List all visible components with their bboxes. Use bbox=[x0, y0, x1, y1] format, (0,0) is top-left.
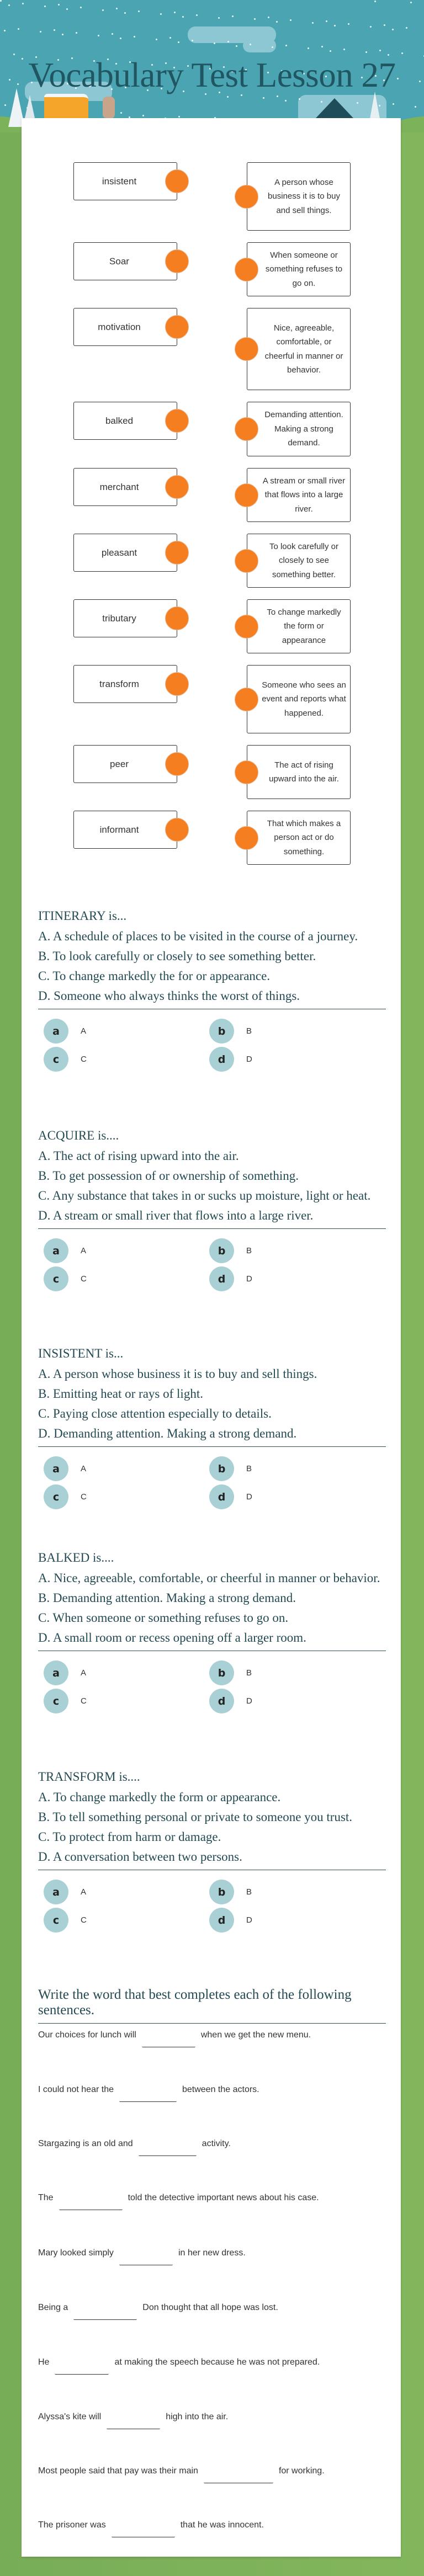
sentence-text-before: I could not hear the bbox=[38, 2085, 114, 2094]
answer-blank-input[interactable] bbox=[139, 2139, 197, 2156]
answer-choices bbox=[38, 1660, 386, 1717]
snowflake bbox=[80, 7, 82, 8]
question-option-text: A. A person whose business it is to buy and sell things. bbox=[38, 1367, 317, 1381]
sentence-text-after: when we get the new menu. bbox=[200, 2030, 311, 2040]
divider bbox=[38, 1446, 386, 1447]
match-word-box[interactable]: transform bbox=[73, 665, 177, 703]
answer-blank-input[interactable] bbox=[204, 2466, 273, 2483]
answer-choice-c[interactable] bbox=[44, 1266, 209, 1291]
snowflake bbox=[160, 13, 162, 15]
match-connector-dot[interactable] bbox=[235, 615, 258, 638]
divider bbox=[38, 2023, 386, 2024]
match-definition-box[interactable]: The act of rising upward into the air. bbox=[247, 745, 351, 799]
match-word-box[interactable]: insistent bbox=[73, 162, 177, 200]
snowflake bbox=[379, 50, 381, 51]
choice-label: A bbox=[81, 1668, 87, 1678]
answer-choice-c[interactable] bbox=[44, 1689, 209, 1713]
answer-choice-a[interactable] bbox=[44, 1019, 209, 1044]
question-option-text: A. Nice, agreeable, comfortable, or cheerful in manner or behavior. bbox=[38, 1571, 380, 1585]
choice-label: D bbox=[246, 1492, 252, 1502]
answer-blank-input[interactable] bbox=[73, 2303, 137, 2320]
snowflake bbox=[370, 26, 372, 28]
question-option-text: B. Emitting heat or rays of light. bbox=[38, 1387, 203, 1401]
snowflake bbox=[330, 50, 331, 52]
fill-in-sentence bbox=[38, 2412, 228, 2429]
answer-choice-c[interactable] bbox=[44, 1047, 209, 1072]
question-option-text: C. Any substance that takes in or sucks up moisture, light or heat. bbox=[38, 1189, 371, 1202]
question-option-text: B. Demanding attention. Making a strong demand. bbox=[38, 1591, 296, 1605]
choice-label: B bbox=[246, 1026, 252, 1036]
question-option-text: C. To change markedly the for or appearance. bbox=[38, 969, 271, 983]
answer-blank-input[interactable] bbox=[59, 2193, 123, 2210]
answer-choices bbox=[38, 1238, 386, 1295]
answer-choices bbox=[38, 1880, 386, 1936]
sentence-text-before: Stargazing is an old and bbox=[38, 2139, 133, 2148]
sentence-text-after: for working. bbox=[278, 2466, 325, 2476]
match-connector-dot[interactable] bbox=[165, 541, 189, 565]
sentence-text-after: activity. bbox=[202, 2139, 231, 2148]
snowflake bbox=[112, 33, 113, 35]
choice-label: B bbox=[246, 1246, 252, 1255]
choice-letter-bubble[interactable]: d bbox=[209, 1266, 234, 1291]
snowflake bbox=[384, 24, 385, 26]
answer-choice-c[interactable] bbox=[44, 1484, 209, 1509]
sentence-text-before: He bbox=[38, 2357, 50, 2367]
snowflake bbox=[120, 38, 121, 39]
question-option-text: D. A stream or small river that flows into a large river. bbox=[38, 1209, 314, 1222]
match-word-box[interactable]: pleasant bbox=[73, 534, 177, 572]
snowflake bbox=[138, 10, 140, 12]
snowflake bbox=[326, 20, 327, 22]
cloud-decoration bbox=[243, 39, 276, 52]
choice-letter-bubble[interactable]: a bbox=[44, 1456, 68, 1481]
snowflake bbox=[285, 45, 287, 46]
snowflake bbox=[76, 32, 77, 34]
match-connector-dot[interactable] bbox=[165, 249, 189, 273]
choice-letter-bubble[interactable]: b bbox=[209, 1660, 234, 1685]
snowflake bbox=[98, 35, 99, 36]
snowflake bbox=[268, 17, 269, 18]
question-option-text: A. A schedule of places to be visited in the course of a journey. bbox=[38, 929, 358, 943]
snowflake bbox=[192, 40, 193, 41]
match-definition-box[interactable]: A stream or small river that flows into a large river. bbox=[247, 468, 351, 522]
answer-blank-input[interactable] bbox=[112, 2520, 175, 2537]
match-definition-box[interactable]: That which makes a person act or do something. bbox=[247, 811, 351, 865]
answer-choices bbox=[38, 1456, 386, 1513]
question-option-text: C. Paying close attention especially to details. bbox=[38, 1407, 272, 1420]
snowflake bbox=[102, 9, 104, 11]
match-word-box[interactable]: Soar bbox=[73, 242, 177, 280]
question-option-text: D. Demanding attention. Making a strong demand. bbox=[38, 1427, 297, 1440]
choice-letter-bubble[interactable]: c bbox=[44, 1484, 68, 1509]
snowflake bbox=[277, 95, 278, 97]
snowflake bbox=[290, 19, 292, 21]
sentence-text-before: Mary looked simply bbox=[38, 2248, 114, 2258]
answer-choice-b[interactable] bbox=[209, 1660, 375, 1685]
choice-label: C bbox=[81, 1696, 87, 1706]
snowflake bbox=[250, 44, 251, 45]
question-option-text: A. To change markedly the form or appearance. bbox=[38, 1790, 281, 1804]
snowflake bbox=[178, 116, 180, 118]
snowflake bbox=[58, 4, 60, 6]
question-option-text: D. Someone who always thinks the worst of things. bbox=[38, 989, 300, 1003]
snowflake bbox=[142, 115, 144, 116]
snowflake bbox=[0, 0, 2, 2]
snowflake bbox=[232, 15, 234, 17]
answer-choice-d[interactable] bbox=[209, 1689, 375, 1713]
match-connector-dot[interactable] bbox=[165, 475, 189, 499]
question-option-text: B. To get possession of or ownership of something. bbox=[38, 1169, 299, 1183]
snowflake bbox=[227, 41, 229, 42]
answer-blank-input[interactable] bbox=[55, 2357, 109, 2375]
snowflake bbox=[276, 21, 278, 23]
snowflake bbox=[227, 96, 229, 98]
answer-choice-a[interactable] bbox=[44, 1660, 209, 1685]
match-definition-box[interactable]: To change markedly the form or appearance bbox=[247, 599, 351, 653]
snowflake bbox=[18, 28, 19, 30]
match-word-box[interactable]: balked bbox=[73, 402, 177, 440]
snowflake bbox=[124, 12, 126, 14]
snowflake bbox=[182, 16, 184, 18]
worksheet-card bbox=[22, 118, 401, 2557]
choice-letter-bubble[interactable]: c bbox=[44, 1908, 68, 1933]
fill-in-section bbox=[38, 1987, 386, 2024]
match-connector-dot[interactable] bbox=[235, 760, 258, 784]
snowflake bbox=[365, 51, 367, 53]
sentence-text-after: that he was innocent. bbox=[180, 2520, 264, 2530]
sentence-text-after: at making the speech because he was not prepared. bbox=[114, 2357, 320, 2367]
snowflake bbox=[116, 8, 118, 9]
choice-letter-bubble[interactable]: a bbox=[44, 1660, 68, 1685]
snowflake bbox=[393, 103, 394, 105]
choice-letter-bubble[interactable]: a bbox=[44, 1019, 68, 1044]
choice-letter-bubble[interactable]: d bbox=[209, 1484, 234, 1509]
question-option-text: C. To protect from harm or damage. bbox=[38, 1830, 221, 1844]
answer-blank-input[interactable] bbox=[107, 2412, 160, 2429]
snowflake bbox=[285, 100, 287, 102]
match-word-box[interactable]: motivation bbox=[73, 308, 177, 346]
match-connector-dot[interactable] bbox=[235, 337, 258, 361]
match-connector-dot[interactable] bbox=[165, 672, 189, 696]
snowflake bbox=[44, 6, 46, 7]
sentence-text-after: in her new dress. bbox=[178, 2248, 246, 2258]
choice-label: B bbox=[246, 1668, 252, 1678]
choice-letter-bubble[interactable]: c bbox=[44, 1047, 68, 1072]
snowflake bbox=[410, 2, 412, 3]
sentence-text-before: The bbox=[38, 2193, 54, 2202]
sentence-text-after: Don thought that all hope was lost. bbox=[142, 2303, 278, 2312]
sentence-text-after: high into the air. bbox=[166, 2412, 229, 2421]
match-connector-dot[interactable] bbox=[235, 549, 258, 573]
snowflake bbox=[196, 14, 198, 16]
sentence-text-before: Most people said that pay was their main bbox=[38, 2466, 198, 2476]
snowflake bbox=[374, 1, 376, 2]
choice-label: C bbox=[81, 1492, 87, 1502]
match-connector-dot[interactable] bbox=[165, 409, 189, 433]
snowflake bbox=[134, 36, 135, 38]
answer-choice-a[interactable] bbox=[44, 1456, 209, 1481]
answer-blank-input[interactable] bbox=[119, 2248, 173, 2265]
snowflake bbox=[62, 34, 63, 35]
choice-letter-bubble[interactable]: a bbox=[44, 1238, 68, 1263]
match-definition-box[interactable]: A person whose business it is to buy and sell things. bbox=[247, 162, 351, 231]
choice-label: D bbox=[246, 1055, 252, 1064]
snowflake bbox=[348, 23, 349, 25]
match-connector-dot[interactable] bbox=[235, 185, 258, 209]
answer-choice-d[interactable] bbox=[209, 1484, 375, 1509]
question-title: ITINERARY is... bbox=[38, 909, 127, 923]
question-block bbox=[38, 1128, 386, 1295]
choice-label: A bbox=[81, 1026, 87, 1036]
question-option-text: D. A small room or recess opening off a larger room. bbox=[38, 1631, 306, 1644]
match-connector-dot[interactable] bbox=[165, 315, 189, 339]
choice-letter-bubble[interactable]: d bbox=[209, 1689, 234, 1713]
question-title: BALKED is.... bbox=[38, 1551, 114, 1564]
question-block bbox=[38, 1769, 386, 1936]
choice-letter-bubble[interactable]: d bbox=[209, 1047, 234, 1072]
match-word-box[interactable]: peer bbox=[73, 745, 177, 783]
choice-letter-bubble[interactable]: d bbox=[209, 1908, 234, 1933]
snowflake bbox=[308, 47, 309, 49]
reindeer-icon bbox=[103, 97, 115, 119]
snowflake bbox=[4, 104, 6, 106]
choice-letter-bubble[interactable]: b bbox=[209, 1019, 234, 1044]
fill-in-sentence bbox=[38, 2248, 246, 2265]
answer-blank-input[interactable] bbox=[142, 2030, 195, 2047]
sentence-text-before: Our choices for lunch will bbox=[38, 2030, 136, 2040]
house-roof-icon bbox=[316, 98, 353, 118]
snowflake bbox=[392, 29, 394, 30]
match-connector-dot[interactable] bbox=[235, 483, 258, 507]
question-block bbox=[38, 1346, 386, 1513]
fill-in-sentence bbox=[38, 2466, 325, 2483]
fill-in-instructions: Write the word that best completes each of the following sentences. bbox=[38, 1987, 352, 2018]
match-connector-dot[interactable] bbox=[165, 606, 189, 630]
choice-letter-bubble[interactable]: b bbox=[209, 1880, 234, 1904]
snowflake bbox=[214, 42, 215, 44]
fill-in-sentence bbox=[38, 2520, 264, 2537]
choice-label: A bbox=[81, 1887, 87, 1897]
match-word-box[interactable]: informant bbox=[73, 811, 177, 849]
choice-letter-bubble[interactable]: b bbox=[209, 1238, 234, 1263]
snowflake bbox=[54, 29, 55, 31]
snowflake bbox=[156, 39, 157, 40]
match-definition-box[interactable]: Nice, agreeable, comfortable, or cheerful in manner or behavior. bbox=[247, 308, 351, 390]
choice-label: B bbox=[246, 1887, 252, 1897]
snowflake bbox=[272, 46, 273, 48]
snowflake bbox=[254, 18, 256, 20]
choice-letter-bubble[interactable]: c bbox=[44, 1266, 68, 1291]
fill-in-sentence bbox=[38, 2303, 278, 2320]
question-option-text: B. To tell something personal or private to someone you trust. bbox=[38, 1810, 353, 1824]
snowflake bbox=[40, 31, 41, 33]
sentence-text-before: Being a bbox=[38, 2303, 68, 2312]
choice-label: C bbox=[81, 1915, 87, 1925]
answer-choice-c[interactable] bbox=[44, 1908, 209, 1933]
choice-label: A bbox=[81, 1246, 87, 1255]
match-connector-dot[interactable] bbox=[235, 417, 258, 441]
answer-choice-a[interactable] bbox=[44, 1238, 209, 1263]
choice-label: C bbox=[81, 1055, 87, 1064]
match-definition-box[interactable]: Someone who sees an event and reports what happened. bbox=[247, 665, 351, 733]
snowflake bbox=[174, 12, 176, 13]
snowflake bbox=[22, 3, 24, 4]
page-title: Vocabulary Test Lesson 27 bbox=[28, 56, 396, 94]
answer-choices bbox=[38, 1019, 386, 1075]
snowflake bbox=[321, 46, 323, 47]
sentence-text-after: between the actors. bbox=[182, 2085, 259, 2094]
snowflake bbox=[8, 4, 10, 6]
answer-choice-d[interactable] bbox=[209, 1266, 375, 1291]
answer-choice-d[interactable] bbox=[209, 1047, 375, 1072]
match-definition-box[interactable]: Demanding attention. Making a strong demand. bbox=[247, 402, 351, 456]
match-word-box[interactable]: tributary bbox=[73, 599, 177, 637]
snowflake bbox=[406, 27, 407, 29]
choice-letter-bubble[interactable]: c bbox=[44, 1689, 68, 1713]
match-definition-box[interactable]: To look carefully or closely to see something better. bbox=[247, 534, 351, 588]
question-option-text: B. To look carefully or closely to see something better. bbox=[38, 949, 316, 963]
answer-choice-b[interactable] bbox=[209, 1880, 375, 1904]
choice-letter-bubble[interactable]: a bbox=[44, 1880, 68, 1904]
choice-label: D bbox=[246, 1274, 252, 1284]
snowflake bbox=[66, 8, 68, 10]
fill-in-sentence bbox=[38, 2193, 319, 2210]
question-option-text: D. A conversation between two persons. bbox=[38, 1850, 242, 1864]
match-connector-dot[interactable] bbox=[165, 169, 189, 193]
snowflake bbox=[120, 112, 122, 114]
question-option-text: A. The act of rising upward into the air. bbox=[38, 1149, 239, 1163]
sentence-text-before: Alyssa's kite will bbox=[38, 2412, 102, 2421]
divider bbox=[38, 1228, 386, 1229]
snowflake bbox=[415, 106, 416, 108]
answer-choice-d[interactable] bbox=[209, 1908, 375, 1933]
snowflake bbox=[178, 41, 179, 43]
snowflake bbox=[236, 45, 237, 47]
answer-choice-a[interactable] bbox=[44, 1880, 209, 1904]
snowflake bbox=[218, 17, 220, 19]
fill-in-sentence bbox=[38, 2085, 259, 2102]
question-block bbox=[38, 1550, 386, 1717]
match-word-box[interactable]: merchant bbox=[73, 468, 177, 506]
snowflake bbox=[357, 102, 358, 104]
question-title: TRANSFORM is.... bbox=[38, 1770, 140, 1784]
match-connector-dot[interactable] bbox=[235, 258, 258, 281]
choice-label: C bbox=[81, 1274, 87, 1284]
match-connector-dot[interactable] bbox=[165, 818, 189, 842]
choice-label: D bbox=[246, 1696, 252, 1706]
sentence-text-before: The prisoner was bbox=[38, 2520, 106, 2530]
answer-choice-b[interactable] bbox=[209, 1238, 375, 1263]
question-title: ACQUIRE is.... bbox=[38, 1129, 119, 1142]
snowflake bbox=[263, 97, 264, 99]
snowflake bbox=[334, 25, 336, 26]
answer-blank-input[interactable] bbox=[119, 2085, 177, 2102]
match-connector-dot[interactable] bbox=[235, 826, 258, 850]
snowflake bbox=[312, 22, 314, 24]
fill-in-sentence bbox=[38, 2139, 231, 2156]
sentence-text-after: told the detective important news about his case. bbox=[128, 2193, 319, 2202]
snowflake bbox=[343, 49, 345, 50]
match-connector-dot[interactable] bbox=[235, 688, 258, 711]
choice-label: A bbox=[81, 1464, 87, 1473]
choice-label: B bbox=[246, 1464, 252, 1473]
answer-choice-b[interactable] bbox=[209, 1019, 375, 1044]
snowflake bbox=[401, 52, 403, 54]
question-block bbox=[38, 908, 386, 1075]
snowflake bbox=[4, 30, 6, 31]
match-definition-box[interactable]: When someone or something refuses to go on. bbox=[247, 242, 351, 296]
answer-choice-b[interactable] bbox=[209, 1456, 375, 1481]
choice-letter-bubble[interactable]: b bbox=[209, 1456, 234, 1481]
fill-in-sentence bbox=[38, 2030, 311, 2047]
question-title: INSISTENT is... bbox=[38, 1346, 124, 1360]
snowflake bbox=[169, 37, 171, 39]
match-connector-dot[interactable] bbox=[165, 752, 189, 776]
question-option-text: C. When someone or something refuses to go on. bbox=[38, 1611, 289, 1625]
choice-label: D bbox=[246, 1915, 252, 1925]
fill-in-sentence bbox=[38, 2357, 320, 2375]
snowflake bbox=[299, 98, 300, 100]
